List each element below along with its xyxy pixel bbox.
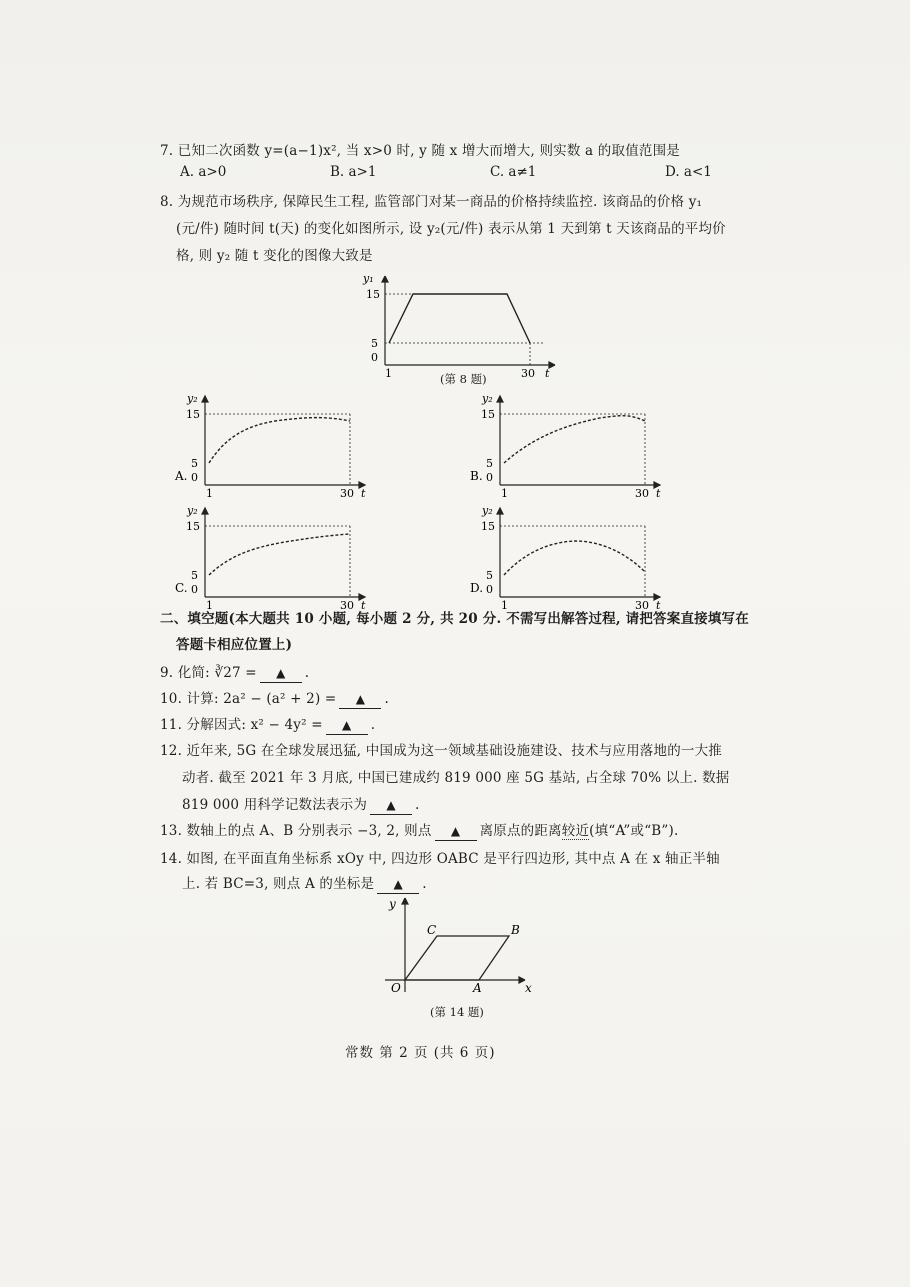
answer-mark-icon: ▲: [450, 824, 461, 838]
q12-line-2: 动者. 截至 2021 年 3 月底, 中国已建成约 819 000 座 5G 基站, 占全球 70% 以上. 数据: [182, 770, 730, 786]
y-tick-15: 15: [366, 288, 380, 301]
x-axis-label: x: [525, 981, 532, 995]
q9-answer-blank[interactable]: [260, 664, 302, 683]
x-tick-30: 30: [521, 367, 535, 380]
x-tick-30: 30: [635, 487, 649, 500]
q7-option-c: C. a≠1: [490, 164, 537, 180]
x-tick-30: 30: [340, 487, 354, 500]
q13-prefix: 13. 数轴上的点 A、B 分别表示 −3, 2, 则点: [160, 823, 432, 839]
y-tick-0: 0: [191, 471, 198, 484]
section-2-heading-line-2: 答题卡相应位置上): [176, 637, 293, 653]
q14-figure: [375, 892, 545, 997]
y2-curve: [504, 541, 645, 575]
y-tick-15: 15: [186, 408, 200, 421]
answer-mark-icon: ▲: [386, 798, 396, 812]
q12-prefix: 819 000 用科学记数法表示为: [182, 797, 368, 813]
y-axis-arrow-icon: [497, 396, 503, 402]
q9-prefix: 9. 化简: ∛27 =: [160, 665, 257, 681]
q7-option-a: A. a>0: [180, 164, 227, 180]
x-tick-30: 30: [635, 599, 649, 612]
x-axis-label: t: [545, 367, 550, 380]
point-o-label: O: [391, 981, 401, 995]
q12-line-3: [182, 796, 420, 815]
q8-option-d-chart[interactable]: [470, 500, 670, 612]
x-tick-1: 1: [501, 487, 508, 500]
y-tick-0: 0: [486, 471, 493, 484]
q9: [160, 664, 309, 683]
y-axis-label: y: [389, 897, 396, 911]
x-tick-1: 1: [501, 599, 508, 612]
q11-answer-blank[interactable]: [326, 716, 368, 735]
q13-answer-blank[interactable]: [435, 822, 477, 841]
y-tick-0: 0: [371, 351, 378, 364]
q10: [160, 690, 389, 709]
q8-line-2: (元/件) 随时间 t(天) 的变化如图所示, 设 y₂(元/件) 表示从第 1 天到第 t 天该商品的平均价: [176, 221, 726, 237]
q7-option-b: B. a>1: [330, 164, 377, 180]
x-axis-label: t: [361, 487, 366, 500]
q10-suffix: .: [384, 691, 389, 707]
q8-option-a-chart[interactable]: [175, 388, 375, 500]
q13: [160, 822, 679, 841]
page-footer: 常数 第 2 页 (共 6 页): [345, 1045, 496, 1061]
q10-answer-blank[interactable]: [339, 690, 381, 709]
q13-emphasis: 较近: [561, 823, 590, 839]
y2-curve: [209, 534, 350, 575]
y-tick-5: 5: [486, 569, 493, 582]
q13-suffix: (填“A”或“B”).: [589, 823, 679, 839]
y-axis-arrow-icon: [497, 508, 503, 514]
answer-mark-icon: ▲: [342, 718, 352, 732]
q12-suffix: .: [415, 797, 420, 813]
section-2-heading-line-1: 二、填空题(本大题共 10 小题, 每小题 2 分, 共 20 分. 不需写出解答过程, 请把答案直接填写在: [160, 611, 749, 627]
y-tick-0: 0: [191, 583, 198, 596]
q14-line-1: 14. 如图, 在平面直角坐标系 xOy 中, 四边形 OABC 是平行四边形, 其中点 A 在 x 轴正半轴: [160, 851, 720, 867]
q7-option-d: D. a<1: [665, 164, 712, 180]
point-a-label: A: [473, 981, 482, 995]
q8-option-b-chart[interactable]: [470, 388, 670, 500]
q8-figure-caption: (第 8 题): [440, 372, 487, 386]
y-tick-15: 15: [481, 520, 495, 533]
option-label: B.: [470, 469, 483, 483]
q9-suffix: .: [304, 665, 310, 681]
parallelogram-oabc: [405, 936, 509, 980]
option-label: C.: [175, 581, 188, 595]
y-axis-arrow-icon: [202, 508, 208, 514]
y-axis-arrow-icon: [402, 898, 408, 904]
y-axis-label: y₂: [482, 392, 493, 405]
y-tick-15: 15: [186, 520, 200, 533]
q8-line-1: 8. 为规范市场秩序, 保障民生工程, 监管部门对某一商品的价格持续监控. 该商品的价格 y₁: [160, 194, 703, 210]
q14-suffix: .: [422, 876, 427, 892]
x-tick-1: 1: [206, 599, 213, 612]
y-tick-5: 5: [371, 337, 378, 350]
y-tick-15: 15: [481, 408, 495, 421]
y-tick-5: 5: [191, 569, 198, 582]
q11-prefix: 11. 分解因式: x² − 4y² =: [160, 717, 323, 733]
point-c-label: C: [427, 923, 437, 937]
y-axis-label: y₂: [482, 504, 493, 517]
y-tick-5: 5: [191, 457, 198, 470]
y2-curve: [209, 418, 350, 463]
q8-line-3: 格, 则 y₂ 随 t 变化的图像大致是: [176, 248, 373, 264]
y-axis-label: y₂: [187, 392, 198, 405]
x-axis-label: t: [656, 599, 661, 612]
answer-mark-icon: ▲: [276, 666, 286, 680]
x-tick-30: 30: [340, 599, 354, 612]
q7-options: [180, 164, 760, 182]
x-axis-label: t: [361, 599, 366, 612]
y-axis-label: y₂: [187, 504, 198, 517]
y2-curve: [504, 416, 645, 463]
y1-curve: [389, 294, 530, 343]
q11-suffix: .: [370, 717, 376, 733]
q8-option-c-chart[interactable]: [175, 500, 375, 612]
point-b-label: B: [511, 923, 520, 937]
answer-mark-icon: ▲: [355, 692, 366, 706]
x-axis-label: t: [656, 487, 661, 500]
x-axis-arrow-icon: [549, 362, 555, 368]
q10-prefix: 10. 计算: 2a² − (a² + 2) =: [160, 691, 337, 707]
y-axis-label: y₁: [363, 272, 374, 285]
q14-prefix: 上. 若 BC=3, 则点 A 的坐标是: [182, 876, 375, 892]
x-tick-1: 1: [206, 487, 213, 500]
answer-mark-icon: ▲: [393, 877, 403, 891]
option-label: D.: [470, 581, 484, 595]
q12-line-1: 12. 近年来, 5G 在全球发展迅猛, 中国成为这一领域基础设施建设、技术与应用落地的一大推: [160, 743, 722, 759]
y-axis-arrow-icon: [202, 396, 208, 402]
y-tick-0: 0: [486, 583, 493, 596]
y-tick-5: 5: [486, 457, 493, 470]
y-axis-arrow-icon: [382, 276, 388, 282]
q7-text: 7. 已知二次函数 y=(a−1)x², 当 x>0 时, y 随 x 增大而增大, 则实数 a 的取值范围是: [160, 143, 680, 159]
option-label: A.: [175, 469, 188, 483]
q14-figure-caption: (第 14 题): [430, 1005, 484, 1019]
q12-answer-blank[interactable]: [370, 796, 412, 815]
q11: [160, 716, 375, 735]
q13-mid: 离原点的距离: [479, 823, 562, 839]
x-tick-1: 1: [385, 367, 392, 380]
